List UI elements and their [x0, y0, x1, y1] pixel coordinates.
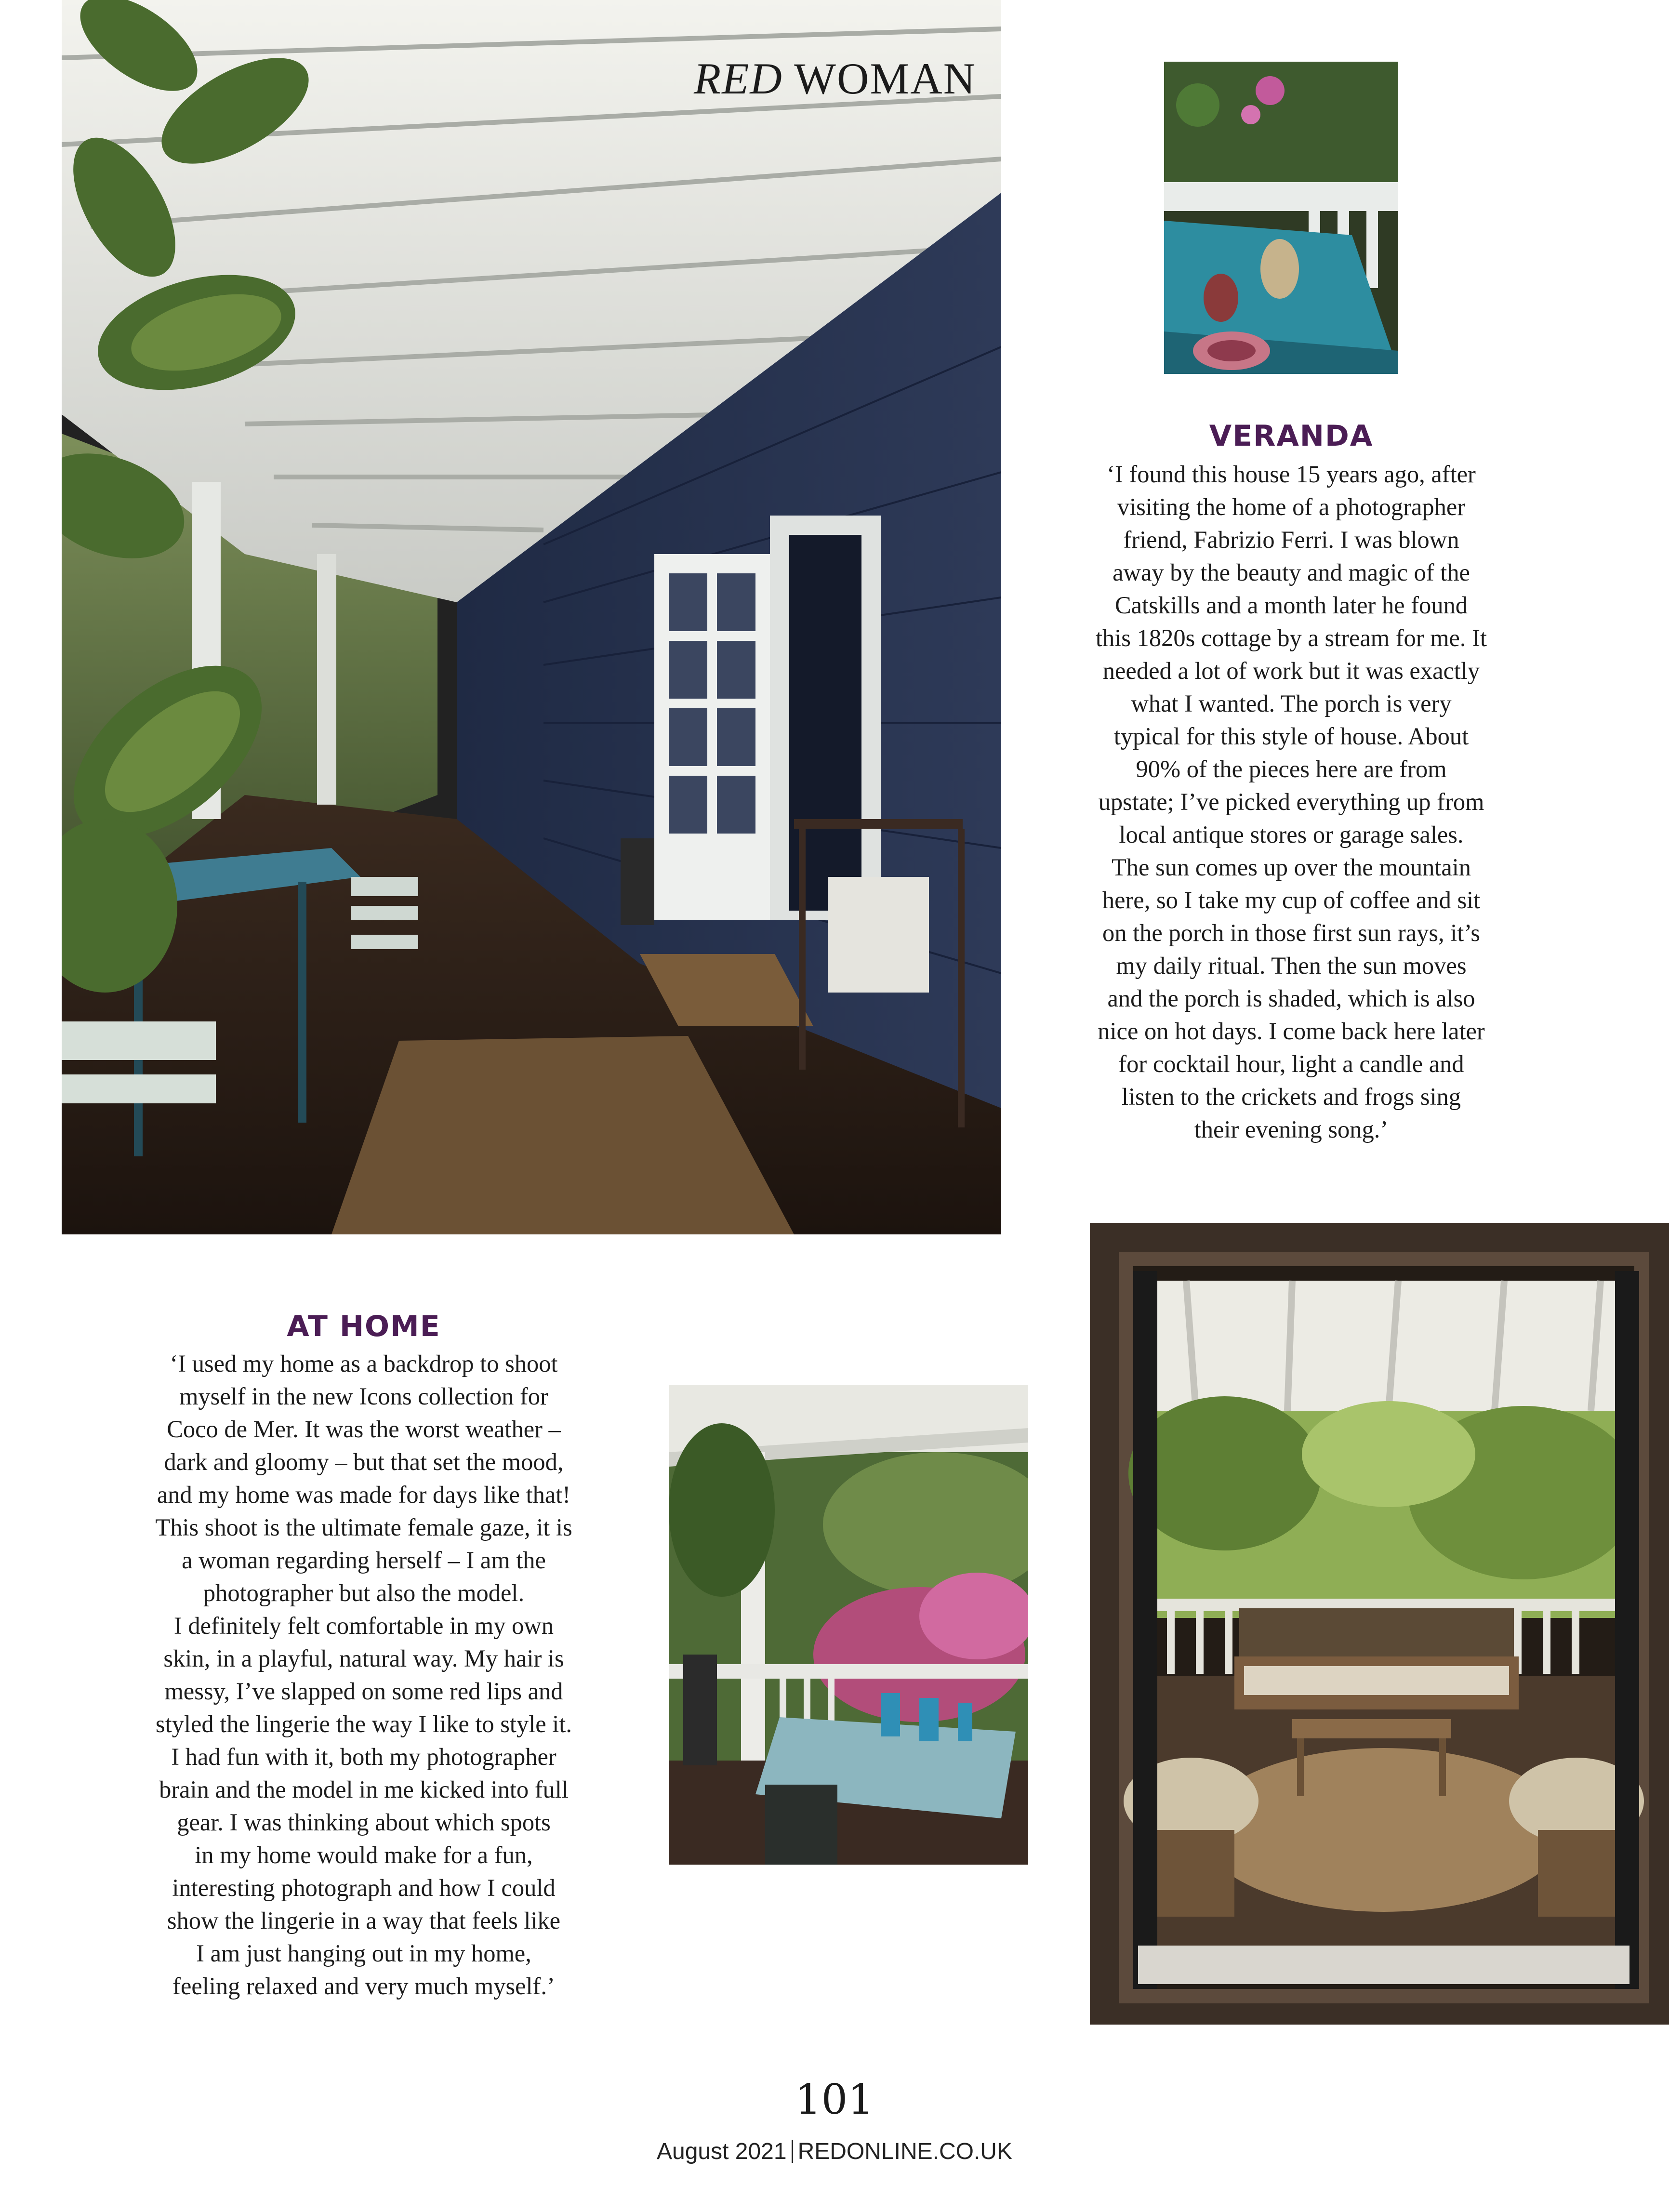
footer-date: August 2021: [657, 2139, 787, 2164]
body-line: brain and the model in me kicked into full: [159, 1776, 569, 1803]
body-line: skin, in a playful, natural way. My hair is: [163, 1645, 564, 1672]
masthead-rest: WOMAN: [782, 54, 977, 103]
body-line: for cocktail hour, light a candle and: [1118, 1050, 1464, 1077]
body-line: friend, Fabrizio Ferri. I was blown: [1123, 526, 1459, 553]
body-line: Catskills and a month later he found: [1114, 592, 1468, 619]
side-porch-photo: [669, 1385, 1028, 1865]
page-number: 101: [795, 2076, 874, 2124]
body-line: what I wanted. The porch is very: [1131, 690, 1452, 717]
body-line: dark and gloomy – but that set the mood,: [164, 1448, 564, 1475]
body-line: nice on hot days. I come back here later: [1098, 1018, 1485, 1045]
veranda-heading: VERANDA: [1209, 419, 1374, 453]
body-line: typical for this style of house. About: [1113, 723, 1469, 750]
veranda-body: [1041, 458, 1542, 1146]
footer-divider: [792, 2140, 793, 2163]
body-line: visiting the home of a photographer: [1117, 493, 1466, 520]
body-line: here, so I take my cup of coffee and sit: [1102, 887, 1481, 914]
masthead-italic: RED: [694, 54, 783, 103]
flowers-table-photo: [1164, 62, 1398, 374]
body-line: on the porch in those first sun rays, it’s: [1102, 919, 1481, 946]
body-line: ‘I found this house 15 years ago, after: [1107, 461, 1476, 488]
body-line: gear. I was thinking about which spots: [177, 1809, 551, 1836]
body-line: messy, I’ve slapped on some red lips and: [164, 1678, 563, 1705]
body-line: Coco de Mer. It was the worst weather –: [167, 1416, 561, 1443]
body-line: 90% of the pieces here are from: [1136, 755, 1447, 782]
body-line: this 1820s cottage by a stream for me. It: [1096, 624, 1487, 651]
body-line: myself in the new Icons collection for: [179, 1383, 548, 1410]
body-line: my daily ritual. Then the sun moves: [1116, 952, 1467, 979]
at-home-body: [111, 1347, 617, 2002]
footer-site[interactable]: REDONLINE.CO.UK: [797, 2139, 1012, 2164]
body-line: feeling relaxed and very much myself.’: [172, 1973, 555, 2000]
body-line: interesting photograph and how I could: [172, 1874, 556, 1901]
body-line: needed a lot of work but it was exactly: [1102, 657, 1480, 684]
body-line: listen to the crickets and frogs sing: [1121, 1083, 1461, 1110]
body-line: in my home would make for a fun,: [195, 1841, 533, 1868]
body-line: I definitely felt comfortable in my own: [173, 1612, 554, 1639]
body-line: photographer but also the model.: [203, 1579, 525, 1606]
body-line: styled the lingerie the way I like to style it.: [156, 1710, 572, 1737]
body-line: I had fun with it, both my photographer: [171, 1743, 556, 1770]
footer-credit: [545, 2138, 1124, 2165]
at-home-heading: AT HOME: [287, 1310, 441, 1343]
body-line: I am just hanging out in my home,: [196, 1940, 531, 1967]
masthead: [694, 53, 976, 104]
body-line: and the porch is shaded, which is also: [1107, 985, 1475, 1012]
body-line: The sun comes up over the mountain: [1111, 854, 1471, 881]
body-line: a woman regarding herself – I am the: [182, 1547, 546, 1574]
body-line: This shoot is the ultimate female gaze, it is: [155, 1514, 572, 1541]
body-line: ‘I used my home as a backdrop to shoot: [170, 1350, 558, 1377]
body-line: away by the beauty and magic of the: [1113, 559, 1470, 586]
body-line: upstate; I’ve picked everything up from: [1098, 788, 1484, 815]
body-line: local antique stores or garage sales.: [1119, 821, 1464, 848]
doorway-view-photo: [1090, 1223, 1669, 2025]
porch-main-photo: [62, 0, 1001, 1234]
body-line: show the lingerie in a way that feels like: [167, 1907, 561, 1934]
body-line: their evening song.’: [1194, 1116, 1389, 1143]
body-line: and my home was made for days like that!: [157, 1481, 571, 1508]
